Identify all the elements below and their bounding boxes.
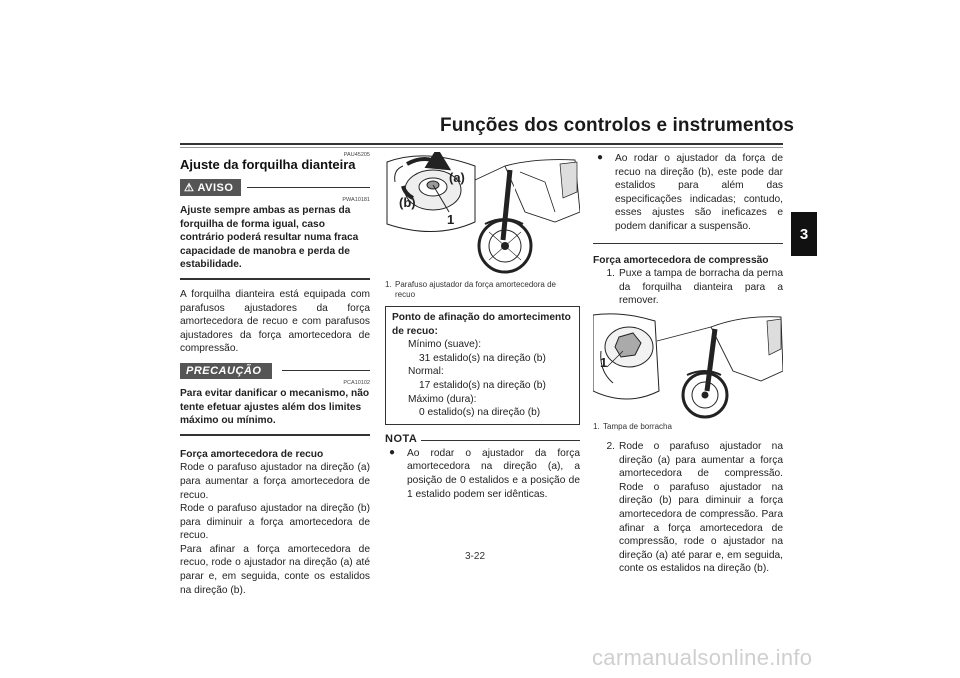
chapter-tab: 3 (791, 212, 817, 256)
ref-code: PWA10181 (342, 197, 370, 203)
warning-text: Ajuste sempre ambas as pernas da forquilha de forma igual, caso contrário poderá resultar numa fraca capacidade de manobra e perda de estabilidade. (180, 205, 359, 271)
figure-caption (593, 422, 783, 432)
ref-code: PCA10102 (343, 379, 370, 386)
column-2 (385, 152, 580, 501)
column-3 (593, 152, 783, 576)
figure-rubber-cap (593, 311, 783, 419)
rebound-paragraph-3: Para afinar a força amortecedora de recuo, rode o ajustador na direção (a) até parar e, em seguida, conte os estalidos na direção (b). (180, 543, 370, 596)
figure-label-a: (a) (449, 170, 465, 185)
box-normal-value: 17 estalido(s) na direção (b) (419, 379, 546, 391)
warning-rule (247, 187, 370, 188)
rebound-paragraph-1: Rode o parafuso ajustador na direção (a) para aumentar a força amortecedora de recuo. (180, 462, 370, 501)
warning-label: AVISO (197, 182, 234, 194)
caution-text: Para evitar danificar o mecanismo, não tente efetuar ajustes além dos limites máximo ou mínimo. (180, 387, 370, 427)
box-min-label: Mínimo (suave): (408, 339, 482, 351)
column-1 (180, 152, 370, 597)
caption-number: 1. (593, 421, 600, 431)
header-rule-thin (180, 147, 783, 148)
step-2-text: Rode o parafuso ajustador na direção (a) para aumentar a força amortecedora de compressão. Rode o parafuso ajustador na direção (b) para diminuir a força amortecedora de compressão. Para afinar a força amortecedora de compressão, rode o ajustador na direção (a) até parar e, em seguida, conte os estalidos na direção (b). (619, 440, 783, 575)
step-1-text: Puxe a tampa de borracha da perna da forquilha dianteira para a remover. (619, 268, 783, 307)
nota-header (385, 433, 580, 445)
ref-code: PAU45205 (343, 152, 370, 158)
step-2 (593, 440, 783, 576)
figure-rebound-adjuster (385, 152, 580, 274)
note-end-rule (593, 243, 783, 244)
box-min-value: 31 estalido(s) na direção (b) (419, 352, 546, 364)
setting-box (385, 306, 580, 425)
header-rule (180, 143, 783, 145)
warning-header (180, 179, 370, 196)
rebound-paragraph-2: Rode o parafuso ajustador na direção (b) para diminuir a força amortecedora de recuo. (180, 503, 370, 542)
motorcycle-fork-illustration (385, 152, 580, 274)
figure-label-1: 1 (447, 212, 455, 227)
step-1 (593, 267, 783, 308)
nota-text: Ao rodar o ajustador da força amortecedora na direção (a), a posição de 0 estalidos e a posição de 1 estalido podem ser idênticas. (407, 447, 580, 500)
watermark: carmanualsonline.info (592, 645, 813, 670)
box-normal-label: Normal: (408, 366, 444, 378)
box-max-value: 0 estalido(s) na direção (b) (419, 407, 541, 419)
caution-header (180, 363, 370, 379)
figure-label-1: 1 (600, 354, 608, 370)
box-max-label: Máximo (dura): (408, 393, 477, 405)
warning-end-rule (180, 278, 370, 280)
section-title: Ajuste da forquilha dianteira (180, 157, 356, 172)
step-number: 1. (606, 268, 615, 280)
caption-number: 1. (385, 280, 392, 289)
page-header-title: Funções dos controlos e instrumentos (440, 115, 795, 136)
figure-label-b: (b) (399, 195, 416, 210)
rebound-note-text: Ao rodar o ajustador da força de recuo na direção (b), este pode dar estalidos para além das especificações indicadas; contudo, esses ajustes são ineficazes e podem danificar a suspensão. (615, 153, 783, 232)
rebound-title: Força amortecedora de recuo (180, 448, 324, 460)
figure-caption (385, 280, 580, 300)
motorcycle-fork-cap-illustration (593, 311, 783, 419)
warning-triangle-icon: ⚠ (184, 182, 195, 194)
nota-label: NOTA (385, 432, 418, 445)
caution-rule (282, 370, 370, 371)
page-number: 3-22 (465, 551, 486, 562)
box-title: Ponto de afinação do amortecimento de recuo: (392, 312, 571, 337)
step-number: 2. (606, 440, 615, 452)
caution-end-rule (180, 434, 370, 436)
nota-bullet (385, 447, 580, 501)
compression-title: Força amortecedora de compressão (593, 254, 769, 266)
intro-paragraph: A forquilha dianteira está equipada com parafusos ajustadores da força amortecedora de recuo e com parafusos ajustadores da força amortecedora de compressão. (180, 288, 370, 355)
nota-rule (421, 440, 580, 441)
warning-badge (180, 179, 241, 196)
bullet-icon: ● (389, 446, 396, 458)
caption-text: Parafuso ajustador da força amortecedora de recuo (395, 280, 556, 299)
bullet-icon: ● (597, 152, 604, 163)
caption-text: Tampa de borracha (603, 421, 672, 431)
rebound-note-bullet (593, 152, 783, 234)
caution-badge: PRECAUÇÃO (180, 363, 272, 379)
